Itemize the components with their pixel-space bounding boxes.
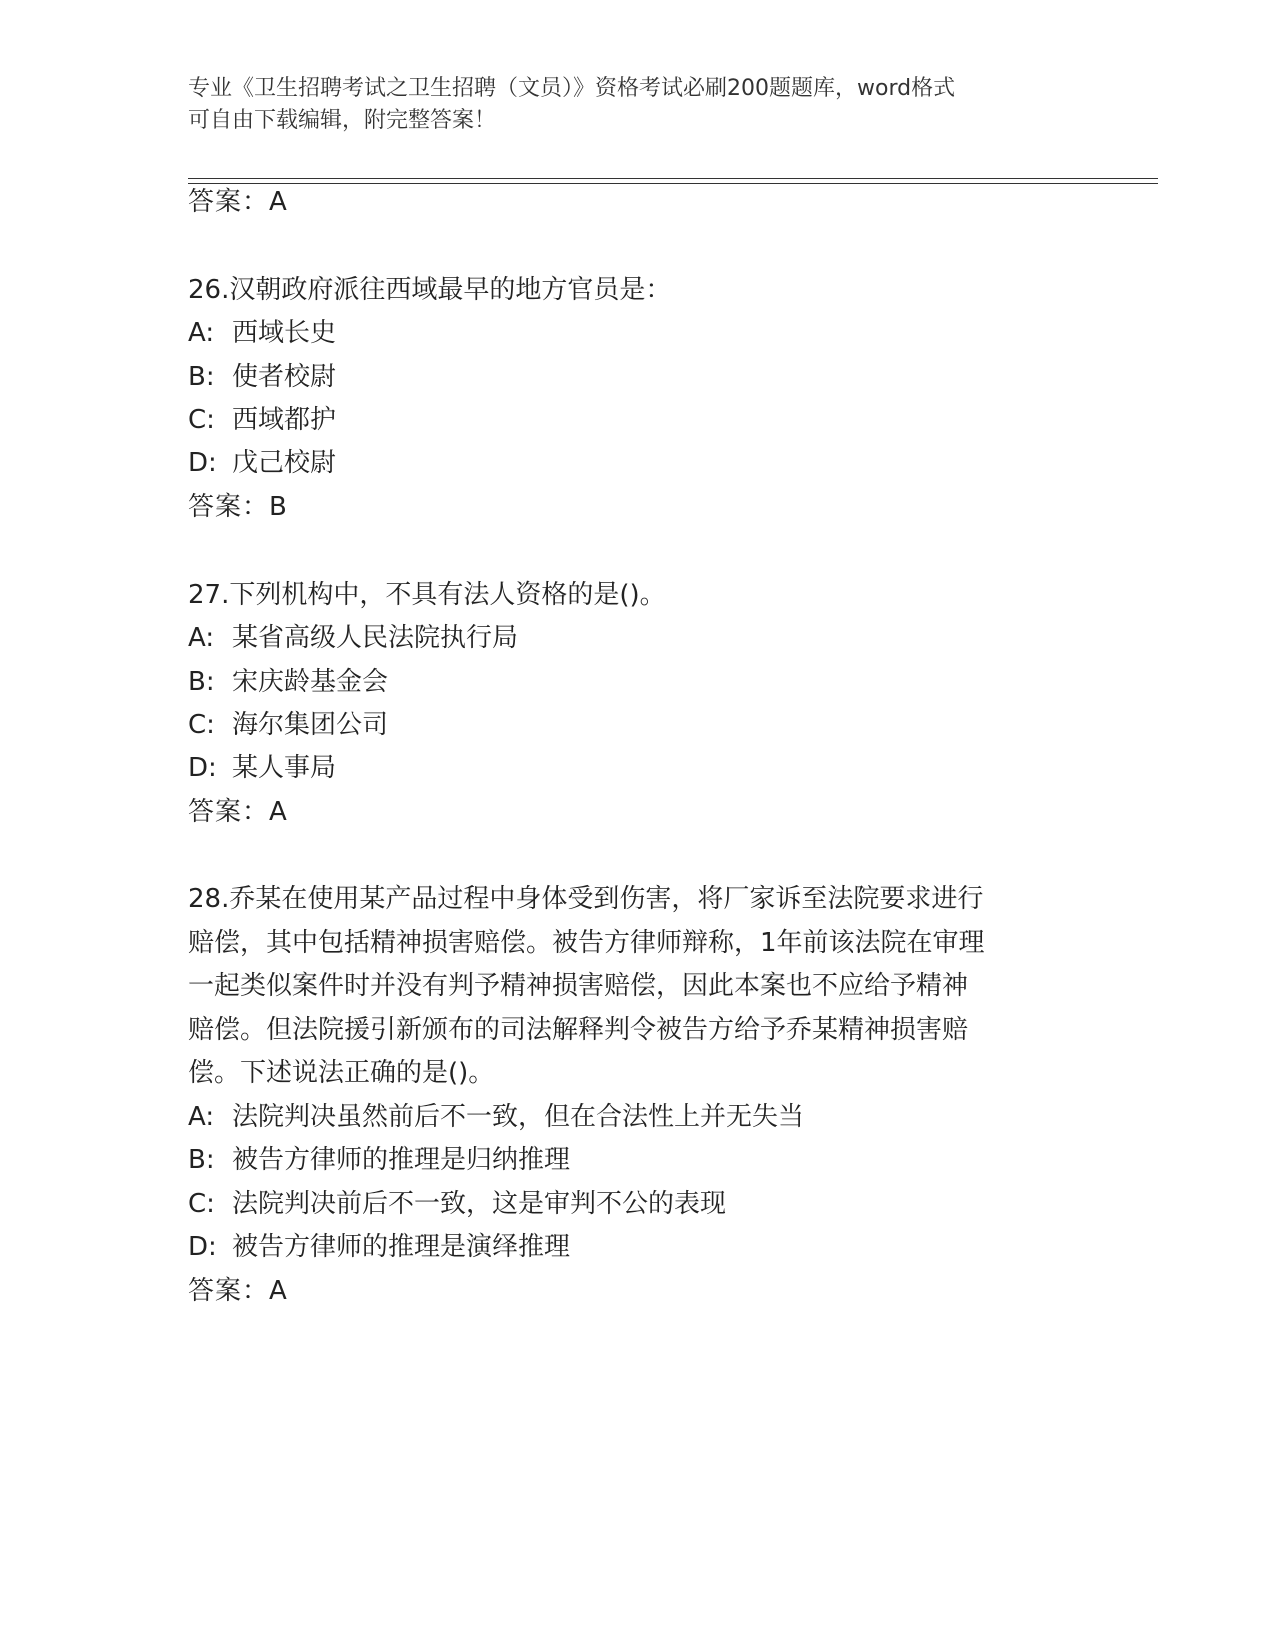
option-text: 被告方律师的推理是演绎推理 <box>232 1232 571 1262</box>
question-27-option-a <box>188 616 518 661</box>
option-label: C: <box>188 1189 215 1219</box>
option-text: 西域都护 <box>232 405 337 435</box>
option-text: 某人事局 <box>232 753 337 783</box>
option-label: A: <box>188 623 215 653</box>
header-line-1: 专业《卫生招聘考试之卫生招聘（文员）》资格考试必刷200题题库，word格式 <box>188 76 956 101</box>
option-text: 被告方律师的推理是归纳推理 <box>232 1145 571 1175</box>
header-divider-bottom <box>188 183 1158 184</box>
header-line-2: 可自由下载编辑，附完整答案！ <box>188 108 497 133</box>
question-28-answer: 答案：A <box>188 1276 288 1306</box>
option-label: A: <box>188 318 215 348</box>
option-label: A: <box>188 1102 215 1132</box>
option-text: 法院判决前后不一致，这是审判不公的表现 <box>232 1189 727 1219</box>
question-26-option-b <box>188 355 336 400</box>
option-text: 使者校尉 <box>232 362 337 392</box>
question-26-option-c <box>188 398 336 443</box>
option-label: B: <box>188 362 215 392</box>
question-26-option-a <box>188 311 336 356</box>
document-header <box>188 73 1088 137</box>
question-28-text-line-1: 28.乔某在使用某产品过程中身体受到伤害，将厂家诉至法院要求进行 <box>188 884 984 914</box>
question-27-answer: 答案：A <box>188 797 288 827</box>
option-text: 西域长史 <box>232 318 337 348</box>
question-26-answer: 答案：B <box>188 492 288 522</box>
option-text: 宋庆龄基金会 <box>232 667 389 697</box>
question-28-text-line-2: 赔偿，其中包括精神损害赔偿。被告方律师辩称，1年前该法院在审理 <box>188 928 985 958</box>
option-text: 海尔集团公司 <box>232 710 389 740</box>
question-26-text: 26.汉朝政府派往西域最早的地方官员是： <box>188 275 672 305</box>
question-28-option-d <box>188 1225 570 1270</box>
question-28-text-line-5: 偿。下述说法正确的是()。 <box>188 1058 495 1088</box>
option-label: C: <box>188 405 215 435</box>
option-text: 法院判决虽然前后不一致，但在合法性上并无失当 <box>232 1102 805 1132</box>
option-label: D: <box>188 753 217 783</box>
question-26-option-d <box>188 441 336 486</box>
question-28-text-line-4: 赔偿。但法院援引新颁布的司法解释判令被告方给予乔某精神损害赔 <box>188 1015 969 1045</box>
previous-answer: 答案：A <box>188 187 288 217</box>
option-text: 戊己校尉 <box>232 448 337 478</box>
question-27-option-c <box>188 703 388 748</box>
question-28-option-c <box>188 1182 726 1227</box>
option-label: B: <box>188 667 215 697</box>
header-divider-top <box>188 178 1158 179</box>
question-27-text: 27.下列机构中，不具有法人资格的是()。 <box>188 580 666 610</box>
option-label: C: <box>188 710 215 740</box>
question-28-text-line-3: 一起类似案件时并没有判予精神损害赔偿，因此本案也不应给予精神 <box>188 971 969 1001</box>
question-28-option-b <box>188 1138 570 1183</box>
question-27-option-d <box>188 746 336 791</box>
option-text: 某省高级人民法院执行局 <box>232 623 519 653</box>
question-27-option-b <box>188 660 388 705</box>
option-label: D: <box>188 1232 217 1262</box>
option-label: B: <box>188 1145 215 1175</box>
question-28-option-a <box>188 1095 804 1140</box>
option-label: D: <box>188 448 217 478</box>
